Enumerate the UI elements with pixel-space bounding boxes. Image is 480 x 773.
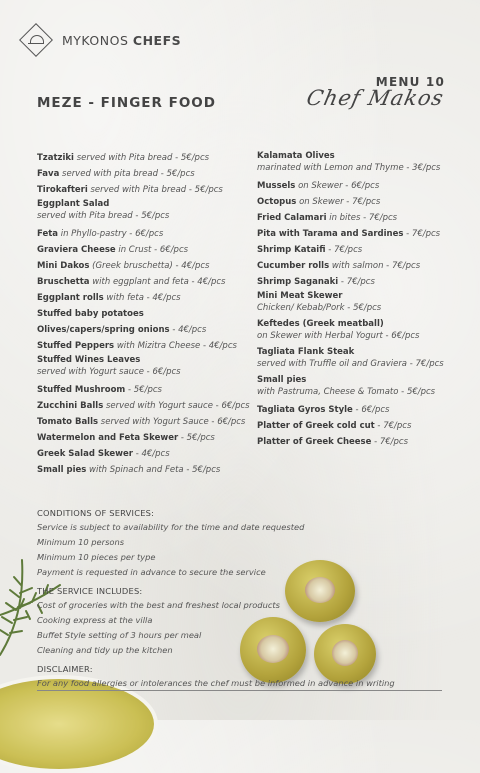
menu-item-description: with Spinach and Feta <box>89 465 184 475</box>
menu-item <box>37 322 257 338</box>
menu-item-name: Watermelon and Feta Skewer <box>37 433 179 443</box>
disclaimer-heading: DISCLAIMER: <box>37 664 93 674</box>
menu-item <box>37 382 257 398</box>
menu-item <box>37 242 257 258</box>
menu-item-price: 7€/pcs <box>352 197 381 207</box>
menu-item <box>257 274 462 290</box>
menu-item-price: 6€/pcs <box>159 245 189 255</box>
menu-item-name: Fried Calamari <box>257 213 327 223</box>
menu-item-details: with eggplant and feta - 4€/pcs <box>92 277 226 287</box>
menu-item <box>37 290 257 306</box>
menu-item-price: 6€/pcs <box>221 401 250 411</box>
menu-item-details: in Crust - 6€/pcs <box>118 245 189 255</box>
disclaimer-line: For any food allergies or intolerances the chef must be informed in advance in writing <box>37 678 395 688</box>
menu-item-description: with Mizitra Cheese <box>116 341 201 351</box>
menu-item-price: 7€/pcs <box>415 359 444 369</box>
menu-item <box>257 290 462 314</box>
menu-item <box>37 166 257 182</box>
menu-item-details: served with Pita bread - 5€/pcs <box>76 153 210 163</box>
menu-item-price: 3€/pcs <box>412 163 441 173</box>
menu-item-details: on Skewer - 7€/pcs <box>299 197 381 207</box>
menu-item-description: with eggplant and feta <box>92 277 189 287</box>
menu-item-details: served with pita bread - 5€/pcs <box>62 169 195 179</box>
menu-item-details: with salmon - 7€/pcs <box>331 261 421 271</box>
brand-name-part1: MYKONOS <box>62 32 129 48</box>
menu-item-name: Cucumber rolls <box>257 261 330 271</box>
menu-item-name: Feta <box>37 229 59 239</box>
includes-line: Buffet Style setting of 3 hours per meal <box>37 630 202 640</box>
menu-item-name: Eggplant rolls <box>37 293 104 303</box>
menu-item-details: with Spinach and Feta - 5€/pcs <box>89 465 221 475</box>
menu-item <box>37 430 257 446</box>
menu-column-right <box>257 150 462 450</box>
menu-item <box>37 258 257 274</box>
menu-item-details: with Mizitra Cheese - 4€/pcs <box>116 341 237 351</box>
menu-item-price: 6€/pcs <box>152 367 181 377</box>
menu-item-price: 7€/pcs <box>334 245 363 255</box>
menu-item-details: - 7€/pcs <box>328 245 363 255</box>
disclaimer-section <box>37 662 395 691</box>
menu-item-description: served with pita bread <box>62 169 159 179</box>
menu-item-description: (Greek bruschetta) <box>92 261 173 271</box>
menu-item-name: Platter of Greek cold cut <box>257 421 375 431</box>
menu-number: MENU 10 <box>375 75 445 89</box>
brand-logo <box>18 22 181 58</box>
menu-item-details: served with Pita bread - 5€/pcs <box>90 185 223 195</box>
menu-item-description: served with Pita bread <box>37 211 133 221</box>
menu-item-name: Shrimp Kataifi <box>257 245 326 255</box>
menu-item-description: in bites <box>329 213 361 223</box>
menu-item <box>257 346 462 370</box>
footer-divider <box>37 690 442 691</box>
menu-item-name: Fava <box>37 169 60 179</box>
menu-item <box>257 178 462 194</box>
menu-item-name: Graviera Cheese <box>37 245 116 255</box>
menu-item-name: Pita with Tarama and Sardines <box>257 229 404 239</box>
menu-item-name: Zucchini Balls <box>37 401 104 411</box>
menu-item-details: with Pastruma, Cheese & Tomato - 5€/pcs <box>257 387 436 397</box>
menu-item-details: served with Truffle oil and Graviera - 7€/pcs <box>257 359 444 369</box>
menu-item-description: marinated with Lemon and Thyme <box>257 163 404 173</box>
menu-item-details: served with Yogurt sauce - 6€/pcs <box>106 401 250 411</box>
menu-item <box>257 402 462 418</box>
menu-item-name: Tomato Balls <box>37 417 99 427</box>
menu-item <box>257 226 462 242</box>
menu-item <box>37 306 257 322</box>
menu-item-price: 6€/pcs <box>361 405 390 415</box>
menu-item <box>37 274 257 290</box>
menu-item-price: 5€/pcs <box>192 465 221 475</box>
menu-item-price: 6€/pcs <box>217 417 246 427</box>
menu-item-details: served with Yogurt sauce - 6€/pcs <box>37 367 181 377</box>
menu-item <box>257 434 462 450</box>
conditions-heading: CONDITIONS OF SERVICES: <box>37 508 155 518</box>
menu-item-name: Shrimp Saganaki <box>257 277 339 287</box>
menu-item-details: - 7€/pcs <box>340 277 375 287</box>
menu-item-description: served with Pita bread <box>76 153 173 163</box>
menu-item-name: Tagliata Gyros Style <box>257 405 353 415</box>
menu-item-details: in Phyllo-pastry - 6€/pcs <box>60 229 164 239</box>
menu-item-description: served with Yogurt sauce <box>37 367 144 377</box>
menu-item-details: (Greek bruschetta) - 4€/pcs <box>92 261 210 271</box>
menu-item-name: Olives/capers/spring onions <box>37 325 170 335</box>
includes-line: Cost of groceries with the best and freshest local products <box>37 600 280 610</box>
menu-item-name: Kalamata Olives <box>257 151 335 161</box>
menu-item <box>257 258 462 274</box>
menu-item-price: 5€/pcs <box>186 433 215 443</box>
menu-item-name: Eggplant Salad <box>37 199 110 209</box>
brand-name <box>62 33 181 48</box>
menu-item <box>257 150 462 174</box>
menu-item-description: on Skewer <box>299 197 344 207</box>
menu-item-details: Chicken/ Kebab/Pork - 5€/pcs <box>257 303 382 313</box>
menu-item-details: with feta - 4€/pcs <box>106 293 181 303</box>
menu-item <box>257 210 462 226</box>
conditions-line: Minimum 10 persons <box>37 537 125 547</box>
conditions-line: Minimum 10 pieces per type <box>37 552 156 562</box>
includes-section <box>37 584 280 658</box>
menu-item-description: served with Truffle oil and Graviera <box>257 359 408 369</box>
menu-item-description: with salmon <box>331 261 384 271</box>
menu-item-details: - 5€/pcs <box>180 433 215 443</box>
menu-item <box>37 414 257 430</box>
brand-name-part2: CHEFS <box>132 32 182 48</box>
menu-item <box>257 194 462 210</box>
menu-item-details: - 7€/pcs <box>406 229 441 239</box>
menu-item-description: in Phyllo-pastry <box>60 229 127 239</box>
menu-item-name: Keftedes (Greek meatball) <box>257 319 384 329</box>
menu-item-description: with feta <box>106 293 144 303</box>
chef-hat-diamond-icon <box>18 22 54 58</box>
menu-item-name: Mussels <box>257 181 296 191</box>
menu-item-details: - 6€/pcs <box>355 405 390 415</box>
menu-item-details: - 5€/pcs <box>127 385 162 395</box>
menu-item-price: 6€/pcs <box>135 229 164 239</box>
menu-item <box>37 150 257 166</box>
menu-item-details: - 4€/pcs <box>172 325 207 335</box>
menu-item-name: Bruschetta <box>37 277 90 287</box>
menu-item-name: Stuffed Mushroom <box>37 385 126 395</box>
menu-item-description: in Crust <box>118 245 152 255</box>
menu-item-price: 7€/pcs <box>379 437 409 447</box>
menu-item-price: 6€/pcs <box>351 181 380 191</box>
menu-item-price: 4€/pcs <box>181 261 210 271</box>
menu-item <box>37 226 257 242</box>
menu-item <box>257 242 462 258</box>
menu-item-price: 5€/pcs <box>166 169 195 179</box>
menu-item-price: 5€/pcs <box>141 211 170 221</box>
menu-item <box>37 338 257 354</box>
menu-item-price: 7€/pcs <box>383 421 412 431</box>
menu-item-name: Stuffed baby potatoes <box>37 309 144 319</box>
menu-item-name: Platter of Greek Cheese <box>257 437 372 447</box>
menu-item-name: Mini Dakos <box>37 261 90 271</box>
menu-item-name: Stuffed Wines Leaves <box>37 355 141 365</box>
menu-item-price: 5€/pcs <box>353 303 382 313</box>
menu-item-price: 7€/pcs <box>411 229 441 239</box>
menu-item <box>37 182 257 198</box>
menu-item-name: Stuffed Peppers <box>37 341 115 351</box>
menu-item-description: served with Pita bread <box>90 185 187 195</box>
menu-item-details: - 4€/pcs <box>135 449 170 459</box>
menu-item <box>37 446 257 462</box>
menu-item-price: 5€/pcs <box>133 385 162 395</box>
menu-item <box>37 462 257 478</box>
menu-item-description: served with Yogurt Sauce <box>100 417 209 427</box>
menu-item-details: served with Yogurt Sauce - 6€/pcs <box>100 417 246 427</box>
menu-item-details: on Skewer - 6€/pcs <box>298 181 380 191</box>
conditions-section <box>37 506 304 580</box>
menu-item-details: marinated with Lemon and Thyme - 3€/pcs <box>257 163 441 173</box>
menu-item-name: Mini Meat Skewer <box>257 291 343 301</box>
menu-item-details: - 7€/pcs <box>377 421 412 431</box>
menu-item-price: 4€/pcs <box>197 277 226 287</box>
menu-item-name: Tagliata Flank Steak <box>257 347 355 357</box>
includes-line: Cleaning and tidy up the kitchen <box>37 645 173 655</box>
menu-item-price: 7€/pcs <box>368 213 398 223</box>
menu-item-price: 5€/pcs <box>406 387 436 397</box>
menu-item-description: on Skewer <box>298 181 343 191</box>
menu-item-description: Chicken/ Kebab/Pork <box>257 303 345 313</box>
menu-item <box>37 398 257 414</box>
menu-item-description: served with Yogurt sauce <box>106 401 213 411</box>
menu-item-description: with Pastruma, Cheese & Tomato <box>257 387 399 397</box>
menu-item-price: 5€/pcs <box>180 153 210 163</box>
menu-item-price: 4€/pcs <box>178 325 207 335</box>
menu-item-price: 5€/pcs <box>194 185 223 195</box>
menu-item-price: 7€/pcs <box>346 277 375 287</box>
chef-signature: Chef Makos <box>304 86 447 110</box>
menu-item-details: in bites - 7€/pcs <box>329 213 398 223</box>
menu-item <box>37 354 257 378</box>
menu-item-price: 7€/pcs <box>391 261 421 271</box>
menu-item-name: Octopus <box>257 197 297 207</box>
menu-item-details: - 7€/pcs <box>374 437 409 447</box>
menu-item-price: 4€/pcs <box>208 341 237 351</box>
section-title: MEZE - FINGER FOOD <box>37 95 216 111</box>
conditions-line: Payment is requested in advance to secure the service <box>37 567 266 577</box>
menu-item <box>257 318 462 342</box>
conditions-line: Service is subject to availability for the time and date requested <box>37 522 305 532</box>
menu-column-left <box>37 150 257 478</box>
menu-item-name: Tzatziki <box>37 153 74 163</box>
menu-item-name: Small pies <box>257 375 307 385</box>
menu-item-details: served with Pita bread - 5€/pcs <box>37 211 170 221</box>
menu-item-price: 6€/pcs <box>391 331 420 341</box>
menu-item <box>257 374 462 398</box>
menu-item-price: 4€/pcs <box>141 449 170 459</box>
menu-item-price: 4€/pcs <box>152 293 181 303</box>
includes-line: Cooking express at the villa <box>37 615 153 625</box>
menu-item <box>37 198 257 222</box>
menu-item-details: on Skewer with Herbal Yogurt - 6€/pcs <box>257 331 420 341</box>
menu-item-description: on Skewer with Herbal Yogurt <box>257 331 383 341</box>
includes-heading: THE SERVICE INCLUDES: <box>37 586 143 596</box>
menu-item-name: Small pies <box>37 465 87 475</box>
menu-item-name: Greek Salad Skewer <box>37 449 133 459</box>
menu-item <box>257 418 462 434</box>
menu-item-name: Tirokafteri <box>37 185 88 195</box>
